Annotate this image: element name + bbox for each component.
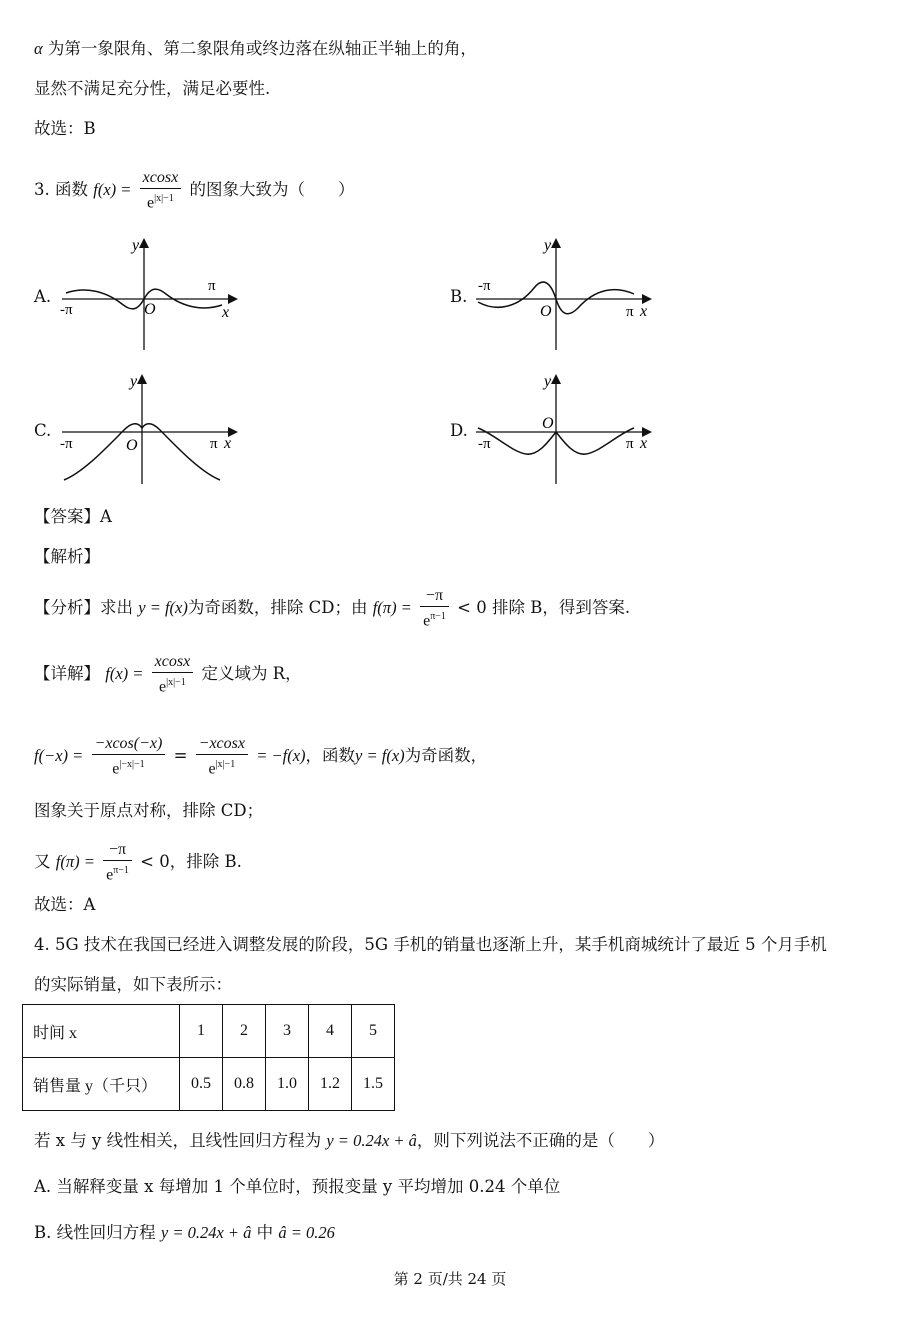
table-header-sales: 销售量 y（千只） [23, 1058, 180, 1111]
q3-stem: 3. 函数 f(x) = $\frac{xcosx}{e^{|x|-1}}$ 的图象大致为（ ） [34, 169, 355, 212]
option-b-origin: O [540, 303, 552, 320]
table-header-time: 时间 x [23, 1005, 180, 1058]
option-d-left-tick: -π [478, 436, 491, 452]
option-b-label: B. [450, 287, 468, 306]
intro-line-1: α 为第一象限角、第二象限角或终边落在纵轴正半轴上的角， [34, 39, 477, 58]
alpha-symbol: α [34, 39, 43, 58]
table-row [23, 1005, 395, 1058]
q4-option-b: B. 线性回归方程 y = 0.24x + â 中 â = 0.26 [34, 1223, 335, 1242]
table-row [23, 1058, 395, 1111]
option-a-label: A. [34, 287, 52, 306]
q4-stem: 若 x 与 y 线性相关，且线性回归方程为 y = 0.24x + â，则下列说法不正确的是（ ） [34, 1131, 665, 1150]
option-a-x: x [222, 304, 230, 321]
option-c-left-tick: -π [60, 436, 73, 452]
option-a-graph [56, 232, 246, 354]
q4-line-2: 的实际销量，如下表所示： [34, 975, 232, 994]
q4-line-1: 4. 5G 技术在我国已经进入调整发展的阶段，5G 手机的销量也逐渐上升，某手机商城统计了最近 5 个月手机 [34, 935, 827, 954]
q3-detail: 【详解】 f(x) = $\frac{xcosx}{e^{|x|-1}}$ 定义域为 R， [34, 653, 302, 696]
intro-choice: 故选：B [34, 119, 96, 138]
table-cell: 3 [266, 1005, 309, 1058]
option-d-right-tick: π [626, 436, 634, 452]
option-a-left-tick: -π [60, 302, 73, 318]
option-c-right-tick: π [210, 436, 218, 452]
option-c-x: x [224, 435, 232, 452]
table-cell: 0.5 [180, 1058, 223, 1111]
option-b-y: y [544, 237, 552, 254]
option-d-label: D. [450, 421, 468, 440]
intro-line-2: 显然不满足充分性，满足必要性. [34, 79, 271, 98]
q3-analysis-title: 【解析】 [34, 547, 100, 566]
q3-again: 又 f(π) = $\frac{-\pi}{e^{\pi-1}}$ < 0，排除 B. [34, 841, 242, 884]
table-cell: 1 [180, 1005, 223, 1058]
table-cell: 4 [309, 1005, 352, 1058]
q4-option-a: A. 当解释变量 x 每增加 1 个单位时，预报变量 y 平均增加 0.24 个单位 [34, 1177, 561, 1196]
option-c-graph [56, 370, 246, 488]
option-b-right-tick: π [626, 304, 634, 320]
table-cell: 1.2 [309, 1058, 352, 1111]
table-cell: 1.5 [352, 1058, 395, 1111]
table-cell: 5 [352, 1005, 395, 1058]
q3-analysis: 【分析】求出 y = f(x)为奇函数，排除 CD；由 f(π) = $\frac{-\pi}{e^{\pi-1}}$ < 0 排除 B，得到答案. [34, 587, 631, 630]
option-d-x: x [640, 435, 648, 452]
option-c-label: C. [34, 421, 52, 440]
option-d-origin: O [542, 415, 554, 432]
option-a-y: y [132, 237, 140, 254]
sales-table [22, 1004, 395, 1111]
table-cell: 2 [223, 1005, 266, 1058]
q3-symmetry: 图象关于原点对称，排除 CD； [34, 801, 264, 820]
q3-fraction: $\frac{xcosx}{e^{|x|-1}}$ [140, 168, 182, 213]
option-b-x: x [640, 303, 648, 320]
option-c-origin: O [126, 437, 138, 454]
option-b-graph [470, 232, 660, 354]
table-cell: 1.0 [266, 1058, 309, 1111]
option-d-graph [470, 370, 660, 488]
option-a-origin: O [144, 301, 156, 318]
q3-answer: 【答案】A [34, 507, 112, 526]
page-footer: 第 2 页/共 24 页 [393, 1270, 507, 1288]
option-c-y: y [130, 373, 138, 390]
q3-odd-proof: f(−x) = $\frac{-xcos(-x)}{e^{|-x|-1}}$ = $\frac{-xcosx}{e^{|x|-1}}$ = −f(x)，函数y = f(x)为奇函数， [34, 735, 488, 778]
option-d-y: y [544, 373, 552, 390]
table-cell: 0.8 [223, 1058, 266, 1111]
q3-choice: 故选：A [34, 895, 96, 914]
option-a-right-tick: π [208, 278, 216, 294]
option-b-left-tick: -π [478, 278, 491, 294]
